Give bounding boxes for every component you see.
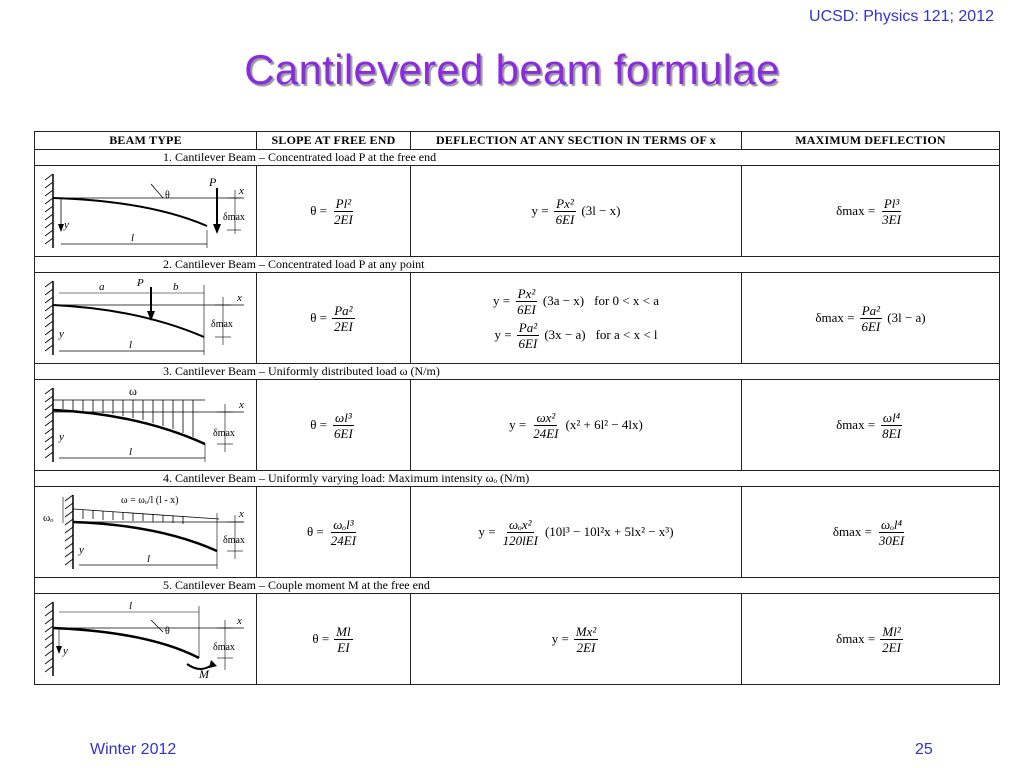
section-row: [35, 364, 1000, 380]
eq-lhs: δmax =: [836, 203, 876, 218]
length-label: l: [146, 553, 150, 565]
beam-diagram-3: [39, 382, 253, 468]
eq-denominator: 2EI: [882, 639, 901, 655]
eq-numerator: Pa²: [518, 319, 538, 335]
length-label: l: [128, 446, 132, 458]
slope-cell: [257, 273, 411, 364]
eq-denominator: 30EI: [878, 532, 905, 548]
deflection-cell: [411, 380, 742, 471]
moment-label: M: [198, 667, 209, 681]
eq-numerator: Pl³: [883, 195, 900, 211]
eq-lhs: θ =: [310, 203, 328, 218]
section-title: 3. Cantilever Beam – Uniformly distributed load ω (N/m): [35, 364, 1000, 380]
beam-figure-cell: [35, 594, 257, 685]
eq-lhs: y =: [551, 631, 569, 646]
eq-condition: for a < x < l: [595, 327, 658, 342]
slope-cell: [257, 487, 411, 578]
length-label: l: [128, 600, 132, 612]
eq-rhs: (x² + 6l² − 4lx): [565, 417, 643, 432]
slide-number: 25: [915, 741, 933, 758]
dmax-label: δmax: [212, 642, 235, 653]
eq-denominator: 6EI: [555, 211, 575, 227]
length-label: l: [128, 339, 132, 351]
eq-lhs: δmax =: [836, 417, 876, 432]
axis-y-label: y: [58, 431, 64, 443]
eq-numerator: ωₒl³: [333, 516, 354, 532]
max-deflection-cell: [742, 166, 1000, 257]
dmax-label: δmax: [222, 212, 245, 223]
segment-a-label: a: [98, 281, 104, 293]
section-title: 5. Cantilever Beam – Couple moment M at the free end: [35, 578, 1000, 594]
beam-diagram-4: [39, 489, 253, 575]
axis-y-label: y: [58, 328, 64, 340]
eq-numerator: Ml: [336, 623, 351, 639]
eq-denominator: 2EI: [576, 639, 596, 655]
axis-x-label: x: [238, 399, 244, 411]
section-row: [35, 471, 1000, 487]
dmax-label: δmax: [212, 428, 235, 439]
dmax-label: δmax: [210, 319, 233, 330]
eq-lhs: y =: [493, 293, 511, 308]
table-row: [35, 166, 1000, 257]
table-header-row: [35, 132, 1000, 150]
eq-denominator: 2EI: [334, 211, 353, 227]
eq-numerator: Px²: [517, 285, 536, 301]
dmax-label: δmax: [222, 535, 245, 546]
eq-lhs: y =: [478, 524, 496, 539]
eq-rhs: (3l − x): [581, 203, 621, 218]
eq-rhs: (10l³ − 10l²x + 5lx² − x³): [544, 524, 674, 539]
load-label: ω: [128, 384, 137, 398]
table-row: [35, 273, 1000, 364]
eq-lhs: θ =: [310, 310, 328, 325]
eq-denominator: EI: [337, 639, 350, 655]
eq-numerator: ωx²: [536, 409, 556, 425]
eq-numerator: ωₒl⁴: [881, 516, 903, 532]
load-label: ω = ωₒ/l (l - x): [120, 495, 179, 506]
section-row: [35, 150, 1000, 166]
table-row: [35, 380, 1000, 471]
eq-numerator: ωl³: [335, 409, 352, 425]
axis-y-label: y: [78, 544, 84, 556]
eq-rhs: (3l − a): [887, 310, 926, 325]
eq-numerator: Ml²: [882, 623, 901, 639]
length-label: l: [130, 232, 134, 244]
eq-rhs: (3x − a): [544, 327, 586, 342]
table-row: [35, 487, 1000, 578]
beam-figure-cell: [35, 380, 257, 471]
eq-condition: for 0 < x < a: [594, 293, 659, 308]
table-row: [35, 594, 1000, 685]
slope-cell: [257, 380, 411, 471]
eq-lhs: θ =: [306, 524, 324, 539]
deflection-cell: [411, 273, 742, 364]
segment-b-label: b: [172, 281, 178, 293]
section-row: [35, 578, 1000, 594]
beam-figure-cell: [35, 166, 257, 257]
section-title: 1. Cantilever Beam – Concentrated load P at the free end: [35, 150, 1000, 166]
eq-denominator: 6EI: [861, 318, 881, 334]
beam-figure-cell: [35, 487, 257, 578]
eq-lhs: δmax =: [832, 524, 872, 539]
eq-lhs: θ =: [310, 417, 328, 432]
max-deflection-cell: [742, 487, 1000, 578]
beam-diagram-2: [39, 275, 253, 361]
eq-lhs: y =: [531, 203, 549, 218]
load-label: P: [208, 175, 216, 189]
col-header-beam-type: BEAM TYPE: [35, 132, 257, 150]
eq-denominator: 3EI: [882, 211, 901, 227]
slope-cell: [257, 166, 411, 257]
axis-x-label: x: [236, 292, 242, 304]
angle-label: θ: [164, 626, 170, 637]
axis-y-label: y: [63, 219, 69, 231]
axis-x-label: x: [236, 615, 242, 627]
section-title: 2. Cantilever Beam – Concentrated load P at any point: [35, 257, 1000, 273]
eq-numerator: Pa²: [861, 302, 881, 318]
eq-lhs: δmax =: [836, 631, 876, 646]
eq-numerator: Px²: [556, 195, 574, 211]
eq-denominator: 6EI: [334, 425, 353, 441]
axis-x-label: x: [238, 508, 244, 520]
slide-title: Cantilevered beam formulae: [244, 46, 780, 93]
beam-diagram-1: [39, 168, 253, 254]
eq-rhs: (3a − x): [542, 293, 585, 308]
eq-numerator: Pa²: [334, 302, 353, 318]
max-deflection-cell: [742, 594, 1000, 685]
beam-figure-cell: [35, 273, 257, 364]
eq-denominator: 8EI: [882, 425, 901, 441]
eq-lhs: y =: [494, 327, 512, 342]
eq-denominator: 6EI: [518, 335, 538, 351]
eq-numerator: ωₒx²: [508, 516, 532, 532]
eq-lhs: θ =: [312, 631, 330, 646]
footer-term: Winter 2012: [90, 741, 177, 758]
eq-denominator: 120lEI: [502, 532, 538, 548]
deflection-cell: [411, 594, 742, 685]
load-label: P: [136, 277, 144, 289]
eq-denominator: 2EI: [334, 318, 353, 334]
eq-denominator: 24EI: [330, 532, 357, 548]
eq-denominator: 6EI: [517, 301, 536, 317]
axis-y-label: y: [62, 645, 68, 657]
max-intensity-label: ωₒ: [42, 512, 53, 524]
section-title: 4. Cantilever Beam – Uniformly varying load: Maximum intensity ωₒ (N/m): [35, 471, 1000, 487]
eq-numerator: Pl²: [335, 195, 352, 211]
eq-denominator: 24EI: [533, 425, 559, 441]
eq-numerator: ωl⁴: [882, 409, 901, 425]
axis-x-label: x: [238, 185, 244, 197]
slope-cell: [257, 594, 411, 685]
deflection-cell: [411, 487, 742, 578]
max-deflection-cell: [742, 380, 1000, 471]
eq-lhs: δmax =: [815, 310, 855, 325]
beam-formula-table: [34, 131, 1000, 685]
eq-numerator: Mx²: [575, 623, 597, 639]
section-row: [35, 257, 1000, 273]
col-header-slope: SLOPE AT FREE END: [257, 132, 411, 150]
deflection-cell: [411, 166, 742, 257]
col-header-max-deflection: MAXIMUM DEFLECTION: [742, 132, 1000, 150]
eq-lhs: y =: [509, 417, 527, 432]
angle-label: θ: [164, 190, 170, 201]
course-tag: UCSD: Physics 121; 2012: [809, 8, 994, 25]
col-header-deflection: DEFLECTION AT ANY SECTION IN TERMS OF x: [411, 132, 742, 150]
max-deflection-cell: [742, 273, 1000, 364]
beam-diagram-5: [39, 596, 253, 682]
